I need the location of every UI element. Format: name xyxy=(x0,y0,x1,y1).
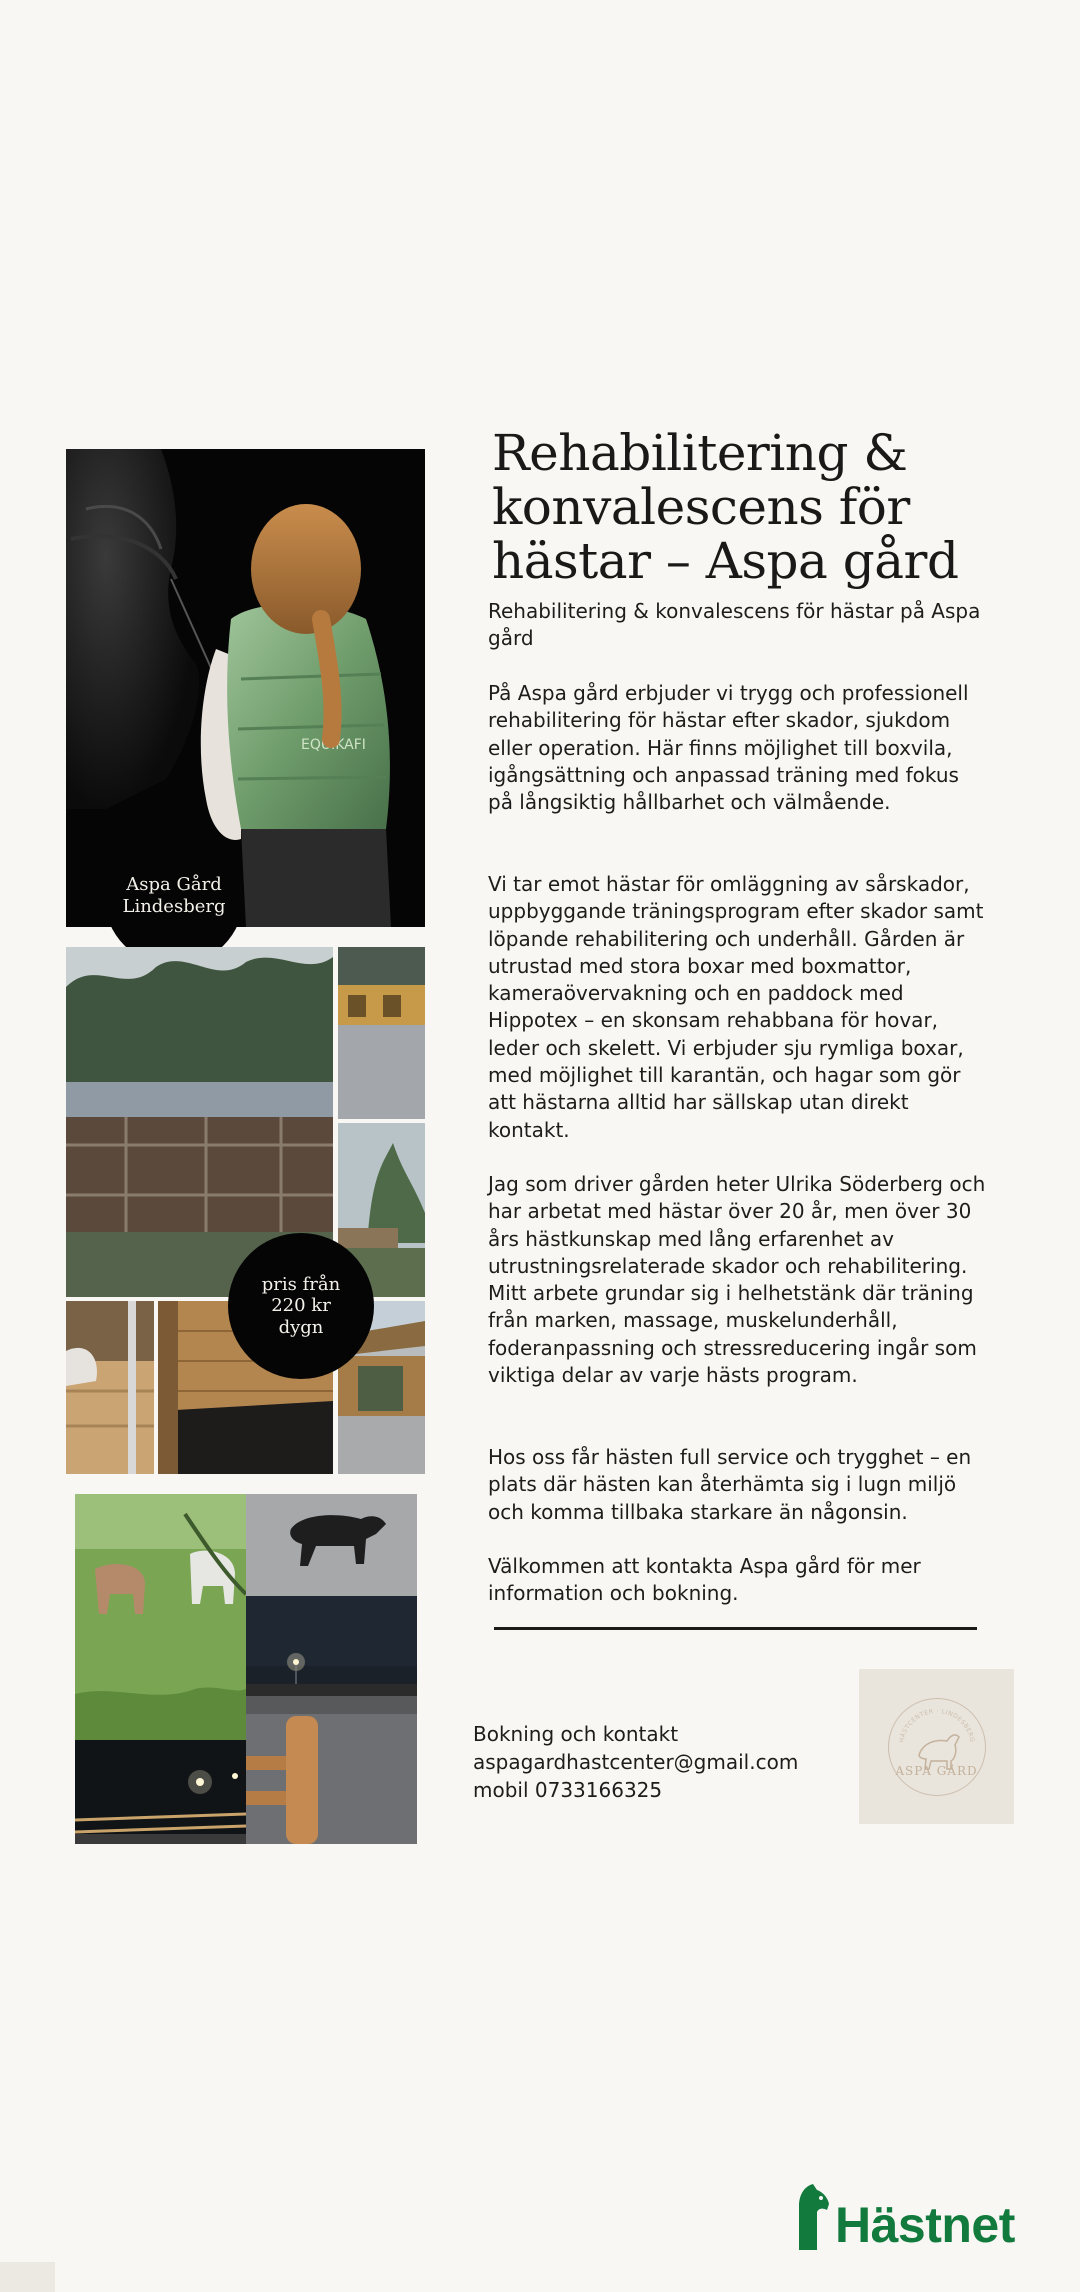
contact-phone[interactable]: mobil 0733166325 xyxy=(473,1778,663,1802)
price-badge xyxy=(228,1233,374,1379)
corner-tab xyxy=(0,2262,55,2292)
paragraph-welcome: Välkommen att kontakta Aspa gård för mer information och bokning. xyxy=(488,1554,921,1606)
box-horse-illustration xyxy=(66,1301,154,1474)
photo-horses-grazing xyxy=(75,1494,246,1740)
photo-stable-gravel xyxy=(338,947,425,1119)
night-lights-illustration xyxy=(246,1596,417,1696)
contact-email[interactable]: aspagardhastcenter@gmail.com xyxy=(473,1750,799,1774)
photo-box-horse xyxy=(66,1301,154,1474)
paragraph-offer: På Aspa gård erbjuder vi trygg och professionell rehabilitering för hästar efter skador, sjukdom eller operation. Här finns möjlighet till boxvila, igångsättning och anpassad träning med fokus på långsiktig hållbarhet och välmående. xyxy=(488,681,969,815)
hastnet-logo[interactable] xyxy=(795,2180,1015,2253)
wooden-gate-illustration xyxy=(246,1696,417,1844)
hastnet-horse-icon xyxy=(795,2184,831,2250)
hastnet-wordmark: Hästnet xyxy=(835,2197,1015,2253)
page-title: Rehabilitering & konvalescens för hästar – Aspa gård xyxy=(492,424,959,590)
arena-night-illustration xyxy=(75,1740,246,1844)
logo-name: ASPA GÅRD xyxy=(895,1763,978,1778)
intro-paragraph: Rehabilitering & konvalescens för hästar på Aspa gård xyxy=(488,599,981,651)
logo-seal xyxy=(888,1698,986,1796)
horses-grazing-illustration xyxy=(75,1494,246,1740)
photo-wooden-gate xyxy=(246,1696,417,1844)
photo-collage xyxy=(0,0,430,1850)
svg-text:HÄSTCENTER · LINDESBERG xyxy=(898,1707,975,1742)
photo-night-lights xyxy=(246,1596,417,1696)
pony-illustration xyxy=(246,1494,417,1596)
photo-pony-gravel xyxy=(246,1494,417,1596)
price-badge-text: pris från 220 kr dygn xyxy=(261,1273,341,1338)
gravel-yard-illustration xyxy=(338,947,425,1119)
aspa-gard-logo xyxy=(859,1669,1014,1824)
logo-horse-icon xyxy=(889,1699,985,1795)
contact-heading: Bokning och kontakt xyxy=(473,1722,679,1746)
logo-ring-text: HÄSTCENTER · LINDESBERG xyxy=(897,1707,976,1743)
location-badge-text: Aspa Gård Lindesberg xyxy=(122,874,226,917)
paragraph-service-promise: Hos oss får hästen full service och trygghet – en plats där hästen kan återhämta sig i lugn miljö och komma tillbaka starkare än någonsin. xyxy=(488,1445,972,1524)
location-badge xyxy=(104,826,244,966)
paragraph-services: Vi tar emot hästar för omläggning av sårskador, uppbyggande träningsprogram efter skador samt löpande rehabilitering och underhåll. Gården är utrustad med stora boxar med boxmattor, kameraövervakning och en paddock med Hippotex – en skonsam rehabbana för hovar, leder och skelett. Vi erbjuder sju rymliga boxar, med möjlighet till karantän, och hagar som gör att hästarna alltid har sällskap utan direkt kontakt. xyxy=(488,872,984,1142)
vest-text: EQUIKAFI xyxy=(301,737,366,753)
paragraph-owner: Jag som driver gården heter Ulrika Söderberg och har arbetat med hästar över 20 år, men över 30 års hästkunskap med lång erfarenhet av utrustningsrelaterade skador och rehabilitering. Mitt arbete grundar sig i helhetstänk där träning från marken, massage, muskelunderhåll, foderanpassning och stressreducering ingår som viktiga delar av varje hästs program. xyxy=(488,1172,986,1388)
divider-line xyxy=(494,1627,977,1630)
photo-arena-night xyxy=(75,1740,246,1844)
